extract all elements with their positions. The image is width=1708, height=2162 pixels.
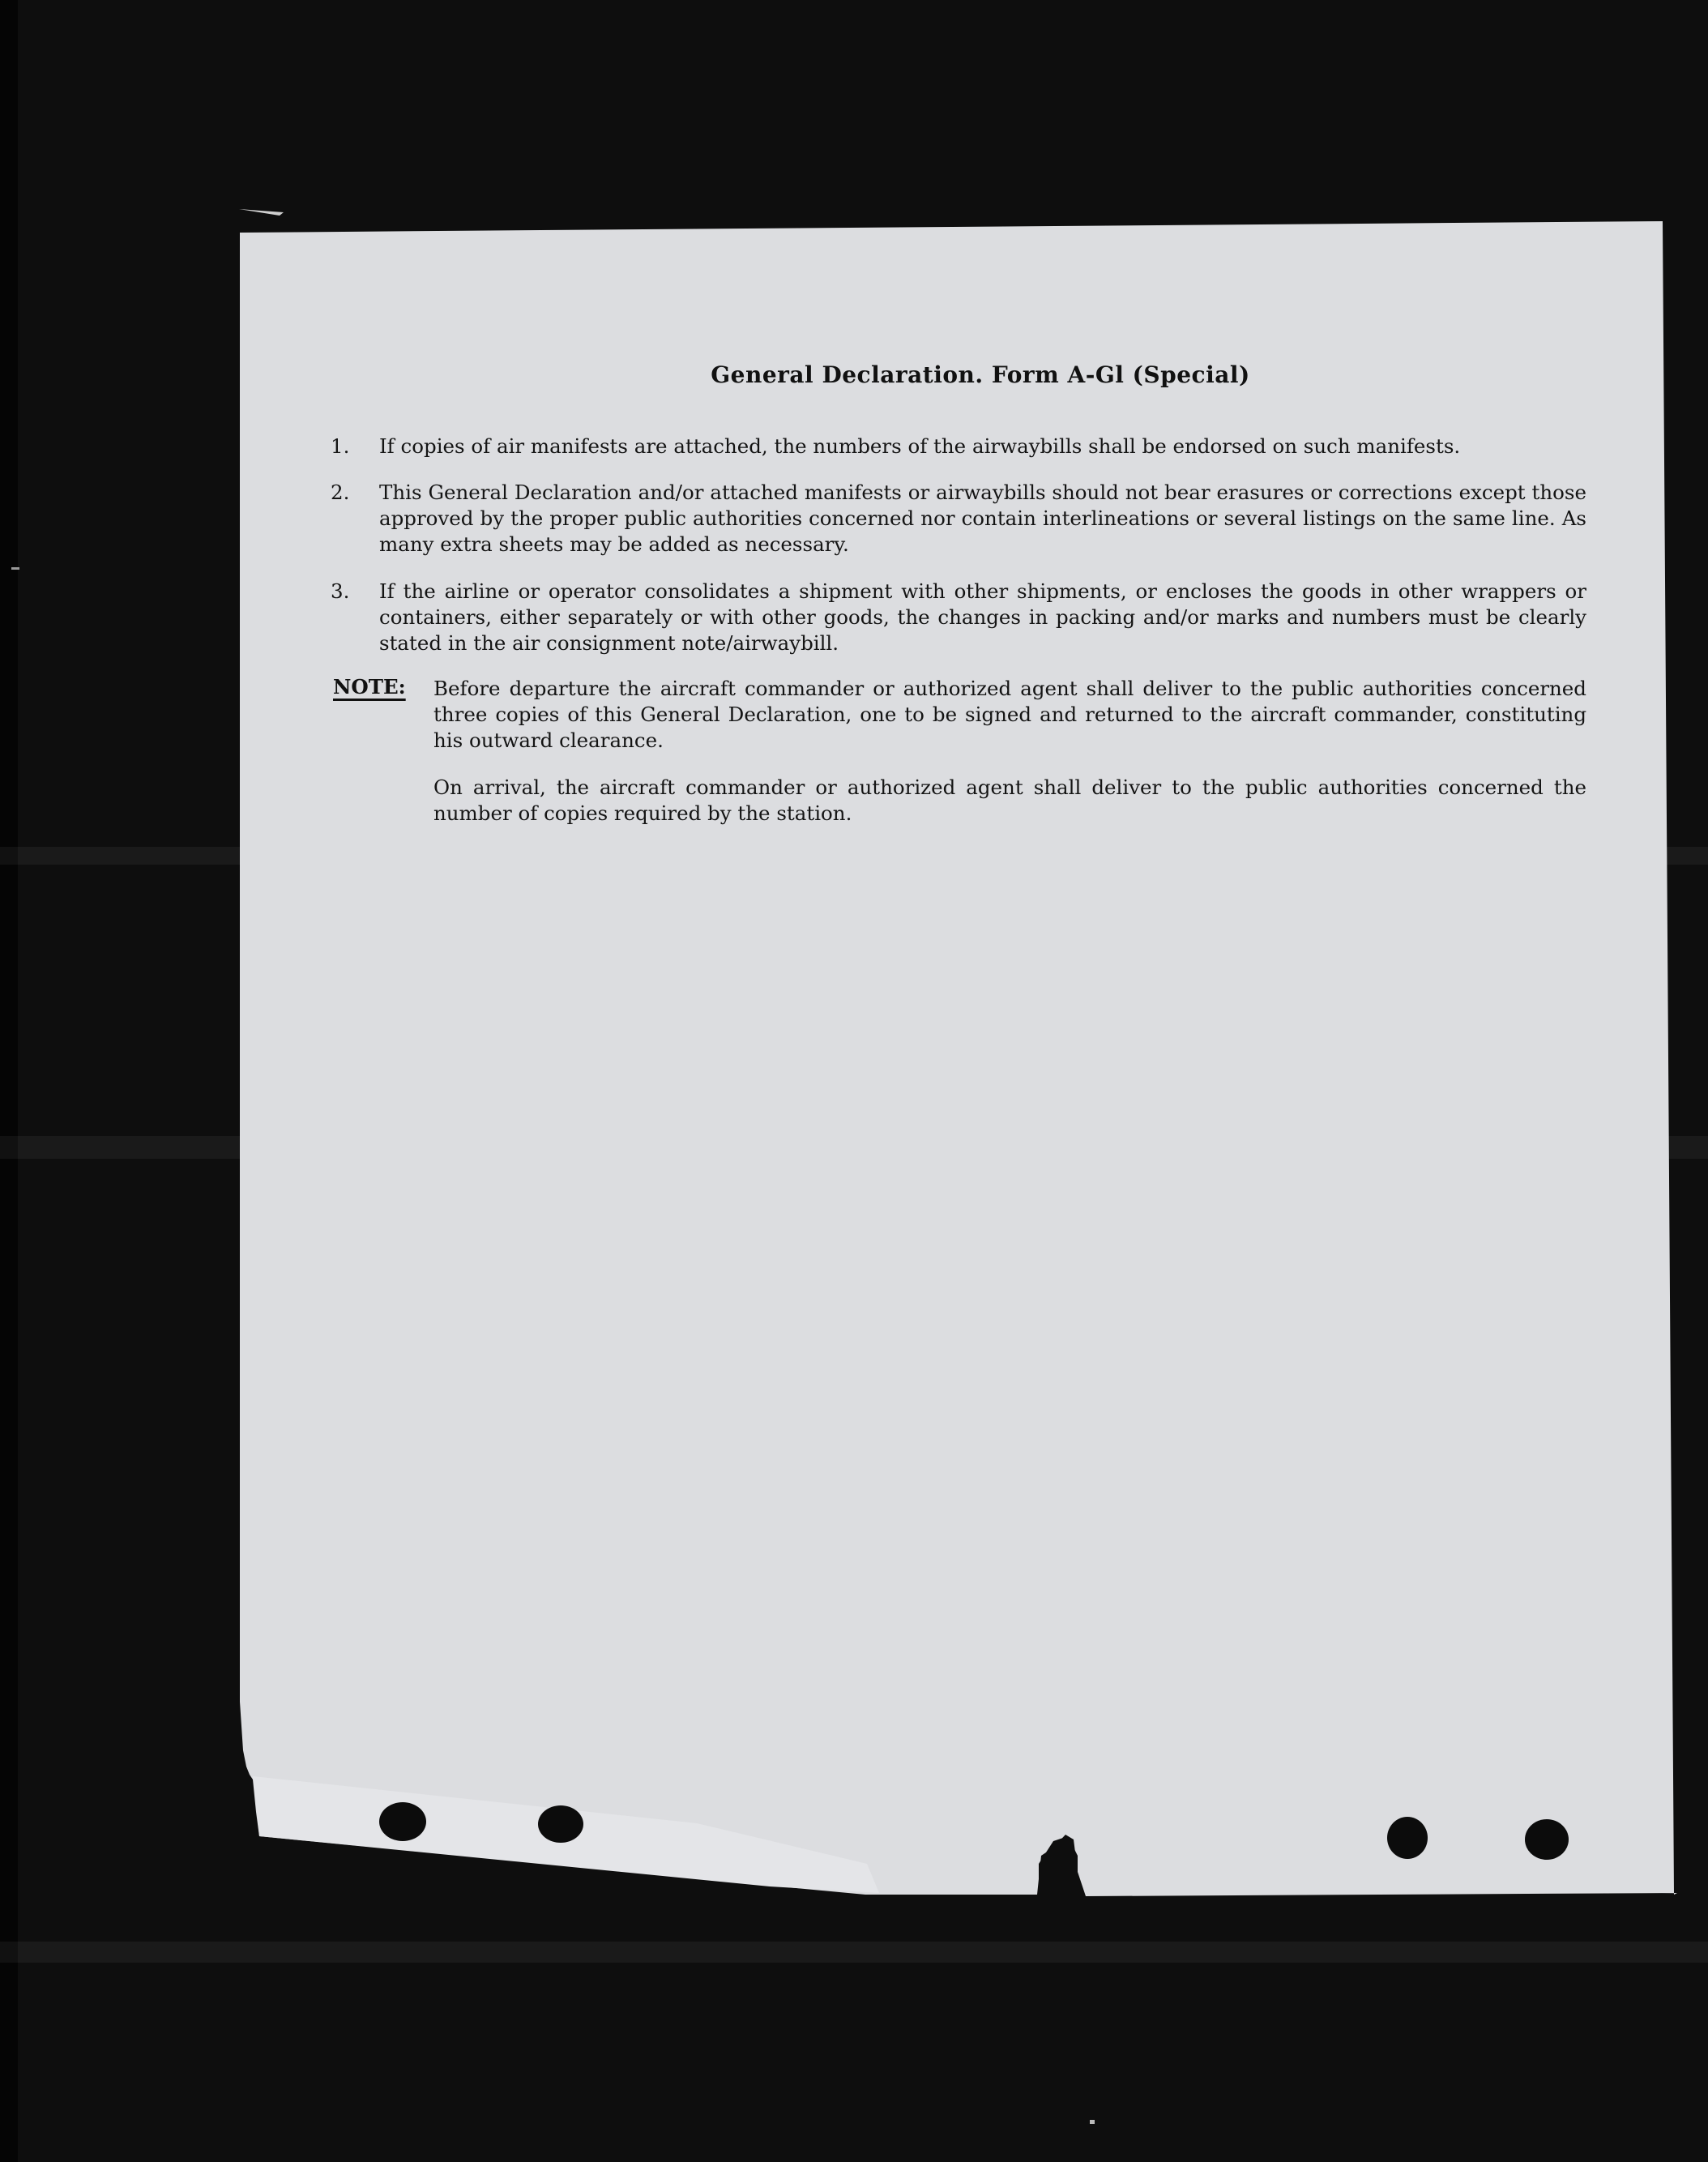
item-number: 1. xyxy=(331,434,350,458)
paper-sheet-body xyxy=(240,221,1677,1896)
item-text: If copies of air manifests are attached, the numbers of the airwaybills shall be endorsed on such manifests. xyxy=(379,434,1461,458)
item-number: 3. xyxy=(331,579,350,603)
punch-hole xyxy=(1525,1819,1569,1860)
note-paragraph-arrival: On arrival, the aircraft commander or authorized agent shall deliver to the public authorities concerned the number of copies required by the station. xyxy=(433,776,1586,825)
item-text: If the airline or operator consolidates a shipment with other shipments, or encloses the goods in other wrappers or containers, either separately or with other goods, the changes in packing and/or marks and numbers must be clearly stated in the air consignment note/airwaybill. xyxy=(379,579,1586,655)
scan-mark xyxy=(239,209,284,216)
item-text: This General Declaration and/or attached manifests or airwaybills should not bear erasures or corrections except those approved by the proper public authorities concerned nor contain interlineations or several listings on the same line. As many extra sheets may be added as necessary. xyxy=(379,481,1586,556)
item-number: 2. xyxy=(331,481,350,504)
punch-hole xyxy=(538,1805,583,1843)
scan-dot xyxy=(11,567,19,570)
form-title: General Declaration. Form A-Gl (Special) xyxy=(711,361,1250,388)
note-paragraph-departure: Before departure the aircraft commander or authorized agent shall deliver to the public authorities concerned three copies of this General Declaration, one to be signed and returned to the aircraft commander, constituting his outward clearance. xyxy=(433,677,1586,752)
note-label: NOTE: xyxy=(333,675,406,699)
punch-hole xyxy=(379,1802,426,1841)
punch-hole xyxy=(1387,1817,1428,1859)
scan-dot xyxy=(1090,2120,1095,2124)
